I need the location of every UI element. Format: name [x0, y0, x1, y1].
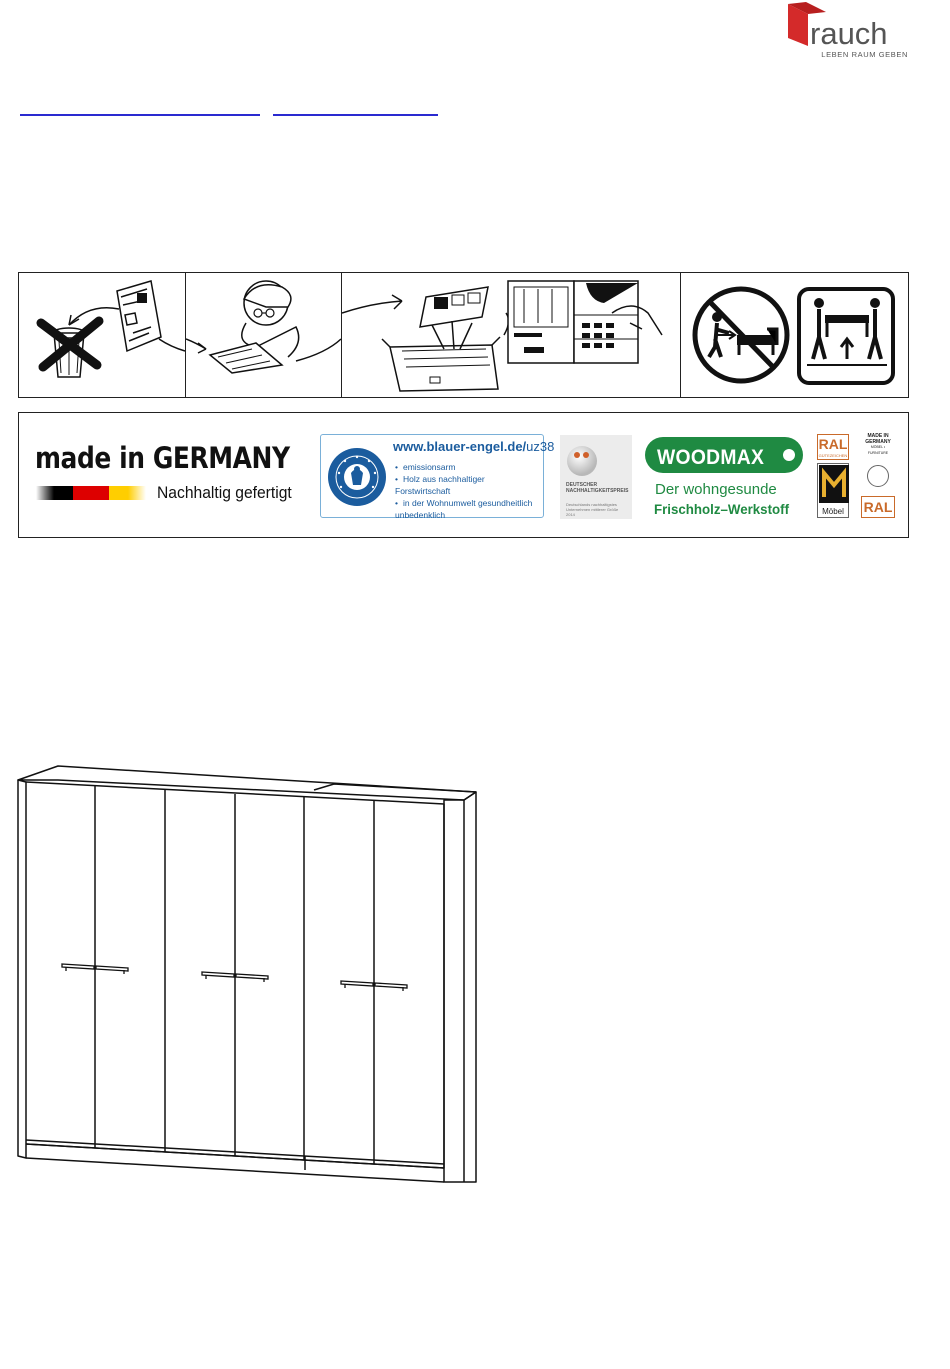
- woodmax-line1: Der wohngesunde: [655, 481, 777, 498]
- german-flag-bar: [36, 486, 146, 500]
- list-item: • emissionsarm: [395, 461, 540, 473]
- certification-strip: [18, 412, 909, 538]
- store-manual-with-parts-icon: [342, 273, 681, 397]
- rauch-tagline: LEBEN RAUM GEBEN: [821, 50, 908, 59]
- header-link-2[interactable]: [273, 114, 438, 116]
- nachhaltigkeitspreis-subtitle: Deutschlands nachhaltigstes Unternehmen mittlerer Größe 2014: [566, 502, 619, 517]
- ral-quality-badges: [815, 432, 899, 522]
- six-door-wardrobe-illustration: [14, 760, 484, 1190]
- made-in-germany-subtitle: Nachhaltig gefertigt: [157, 483, 292, 502]
- ral-badge: RAL: [861, 496, 895, 518]
- list-item: • in der Wohnumwelt gesundheitlich unbedenklich: [395, 497, 540, 521]
- header-link-1[interactable]: [20, 114, 260, 116]
- rauch-logo-mark: [786, 2, 910, 50]
- made-in-germany-small-badge: MADE IN GERMANY MÖBEL • FURNITURE: [865, 433, 891, 455]
- seal-circle-icon: [867, 465, 889, 487]
- blauer-engel-url: www.blauer-engel.de/uz38: [393, 439, 555, 454]
- lift-furniture-with-two-people-icon: [799, 289, 893, 383]
- moebel-label: Möbel: [822, 507, 844, 516]
- woodmax-dot-icon: [783, 449, 795, 461]
- do-not-push-furniture-icon: [695, 289, 787, 381]
- nachhaltigkeitspreis-title: DEUTSCHER NACHHALTIGKEITSPREIS: [566, 482, 629, 494]
- rauch-wordmark: rauch: [810, 16, 888, 50]
- woodmax-name: WOODMAX: [657, 446, 765, 469]
- woodmax-badge: [645, 433, 805, 528]
- golden-m-icon: [819, 465, 849, 503]
- instruction-pictogram-strip: [18, 272, 909, 398]
- woodmax-line2: Frischholz–Werkstoff: [654, 501, 790, 517]
- blauer-engel-criteria: [395, 461, 540, 521]
- do-not-discard-manual-icon: [19, 273, 186, 397]
- rauch-logo: [786, 2, 910, 62]
- award-sphere-icon: [560, 435, 632, 481]
- ral-guetezeichen-badge: RAL GÜTEZEICHEN: [818, 436, 848, 458]
- read-manual-icon: [186, 273, 342, 397]
- nachhaltigkeitspreis-badge: [560, 435, 632, 519]
- blauer-engel-badge: [320, 434, 555, 520]
- made-in-germany-title: made in GERMANY: [35, 441, 290, 475]
- transport-instructions: [681, 273, 908, 397]
- moebel-quality-mark: [817, 463, 849, 518]
- list-item: • Holz aus nachhaltiger Forstwirtschaft: [395, 473, 540, 497]
- woodmax-pill: [645, 437, 803, 473]
- blauer-engel-seal-icon: [325, 437, 389, 517]
